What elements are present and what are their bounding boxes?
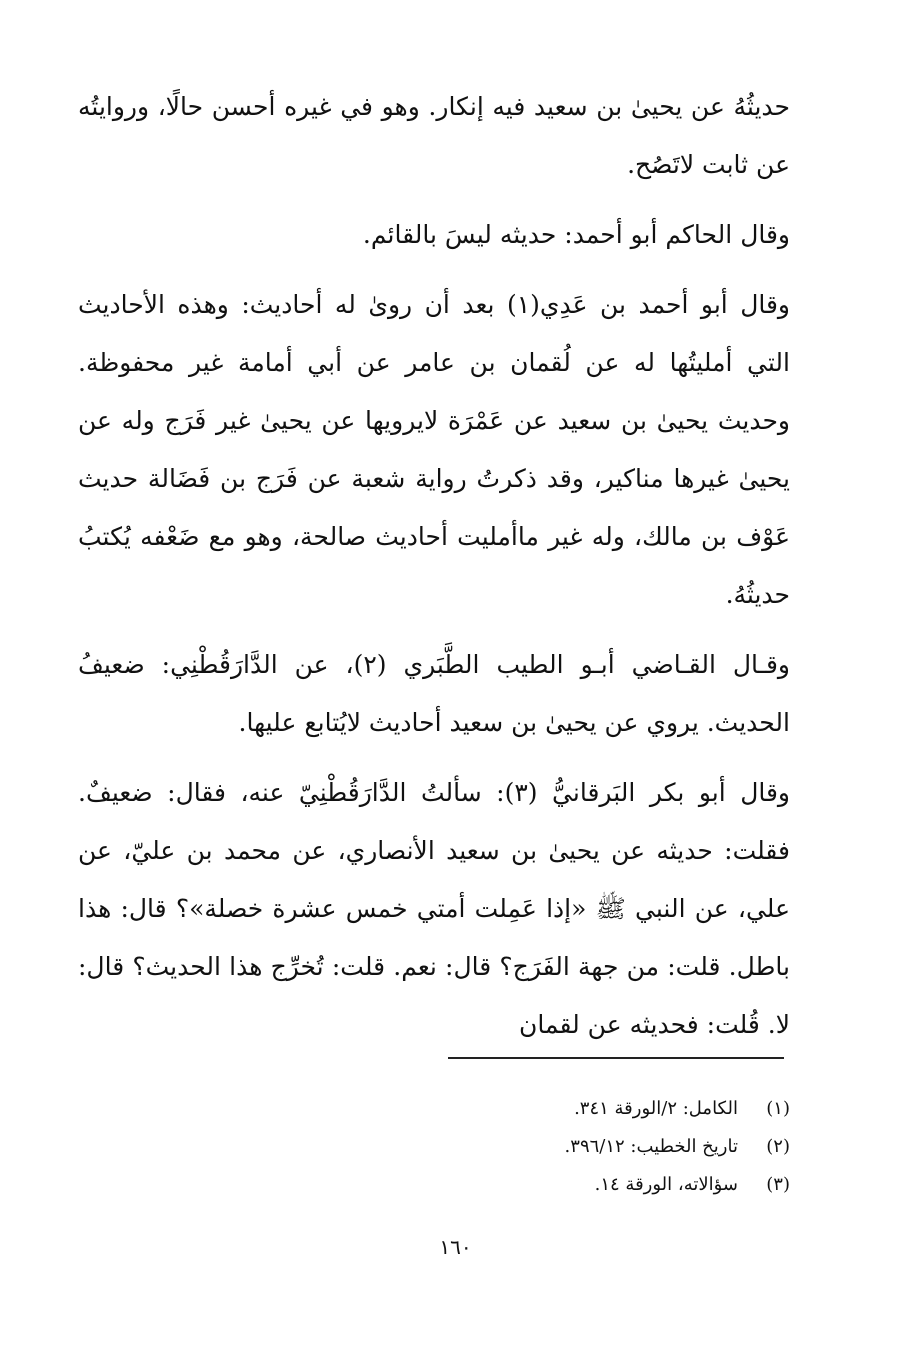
paragraph-4: وقـال القـاضي أبـو الطيب الطَّبَري (٢)، عن الدَّارَقُطْنِي: ضعيفُ الحديث. يروي عن يحيىٰ بن سعيد أحاديث لايُتابع عليها. xyxy=(78,650,790,737)
main-text xyxy=(78,78,790,1054)
footnote-text: الكامل: ٢/الورقة ٣٤١. xyxy=(574,1098,738,1119)
paragraph-2: وقال الحاكم أبو أحمد: حديثه ليسَ بالقائم. xyxy=(362,220,790,249)
footnote-number: (١) xyxy=(766,1098,790,1119)
footnote-number: (٢) xyxy=(766,1136,790,1157)
footnote-text: تاريخ الخطيب: ٣٩٦/١٢. xyxy=(564,1136,738,1157)
paragraph-3: وقال أبو أحمد بن عَدِي(١) بعد أن روىٰ له أحاديث: وهذه الأحاديث التي أمليتُها له عن لُقمان بن عامر عن أبي أمامة غير محفوظة. وحديث يحيىٰ بن سعيد عن عَمْرَة لايرويها عن يحيىٰ غير فَرَج وله عن يحيىٰ غيرها مناكير، وقد ذكرتُ رواية شعبة عن فَرَج بن فَضَالة حديث عَوْف بن مالك، وله غير ماأمليت أحاديث صالحة، وهو مع ضَعْفه يُكتبُ حديثُهُ. xyxy=(78,290,790,609)
paragraph-1: حديثُهُ عن يحيىٰ بن سعيد فيه إنكار. وهو في غيره أحسن حالًا، وروايتُه عن ثابت لاتَصُح. xyxy=(78,92,790,179)
footnote-1 xyxy=(300,1090,790,1128)
footnote-text: سؤالاته، الورقة ١٤. xyxy=(594,1174,738,1195)
footnote-number: (٣) xyxy=(766,1174,790,1195)
footnotes xyxy=(300,1090,790,1204)
paragraph-5: وقال أبو بكر البَرقانيُّ (٣): سألتُ الدَّارَقُطْنِيّ عنه، فقال: ضعيفٌ. فقلت: حديثه عن يحيىٰ بن سعيد الأنصاري، عن محمد بن عليّ، عن علي، عن النبي ﷺ «إذا عَمِلت أمتي خمس عشرة خصلة»؟ قال: هذا باطل. قلت: من جهة الفَرَج؟ قال: نعم. قلت: تُخرِّج هذا الحديث؟ قال: لا. قُلت: فحديثه عن لقمان xyxy=(78,778,790,1039)
footnote-2 xyxy=(300,1128,790,1166)
footnote-3 xyxy=(300,1166,790,1204)
page-number: ١٦٠ xyxy=(439,1235,472,1259)
footnote-separator xyxy=(448,1057,784,1059)
